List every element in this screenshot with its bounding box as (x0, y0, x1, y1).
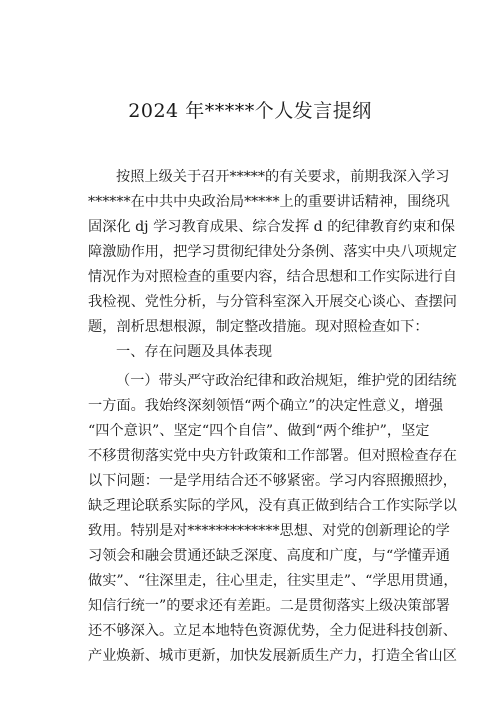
body-line: 做实”、“往深里走，往心里走，往实里走”、“学思用贯通， (88, 573, 458, 589)
intro-line: 情况作为对照检查的重要内容，结合思想和工作实际进行自 (88, 269, 457, 285)
document-title: 2024 年*****个人发言提纲 (128, 100, 372, 122)
body-line: 致用。特别是对*************思想、对党的创新理论的学 (88, 523, 450, 539)
body-line: 还不够深入。立足本地特色资源优势，全力促进科技创新、 (88, 623, 457, 639)
body-line: “四个意识”、坚定“四个自信”、做到“两个维护”，坚定 (88, 423, 430, 439)
intro-line: 障激励作用，把学习贯彻纪律处分条例、落实中央八项规定 (88, 244, 457, 260)
body-line: 产业焕新、城市更新，加快发展新质生产力，打造全省山区 (88, 648, 457, 664)
intro-line: 按照上级关于召开*****的有关要求，前期我深入学习 (116, 169, 450, 185)
intro-line: 固深化 dj 学习教育成果、综合发挥 d 的纪律教育约束和保 (88, 219, 455, 235)
intro-line: 我检视、党性分析，与分管科室深入开展交心谈心、查摆问 (88, 294, 457, 310)
body-line: 以下问题：一是学用结合还不够紧密。学习内容照搬照抄， (88, 473, 457, 489)
body-line: 缺乏理论联系实际的学风，没有真正做到结合工作实际学以 (88, 498, 457, 514)
body-line: 不移贯彻落实党中央方针政策和工作部署。但对照检查存在 (88, 448, 457, 464)
body-line: （一）带头严守政治纪律和政治规矩，维护党的团结统 (116, 373, 457, 389)
intro-line: ******在中共中央政治局*****上的重要讲话精神，围绕巩 (88, 194, 450, 210)
body-line: 习领会和融会贯通还缺乏深度、高度和广度，与“学懂弄通 (88, 548, 450, 564)
body-line: 一方面。我始终深刻领悟“两个确立”的决定性意义，增强 (88, 398, 444, 414)
body-line: 知信行统一”的要求还有差距。二是贯彻落实上级决策部署 (88, 598, 450, 614)
intro-line: 题，剖析思想根源，制定整改措施。现对照检查如下： (88, 319, 429, 335)
section-heading: 一、存在问题及具体表现 (116, 344, 273, 360)
